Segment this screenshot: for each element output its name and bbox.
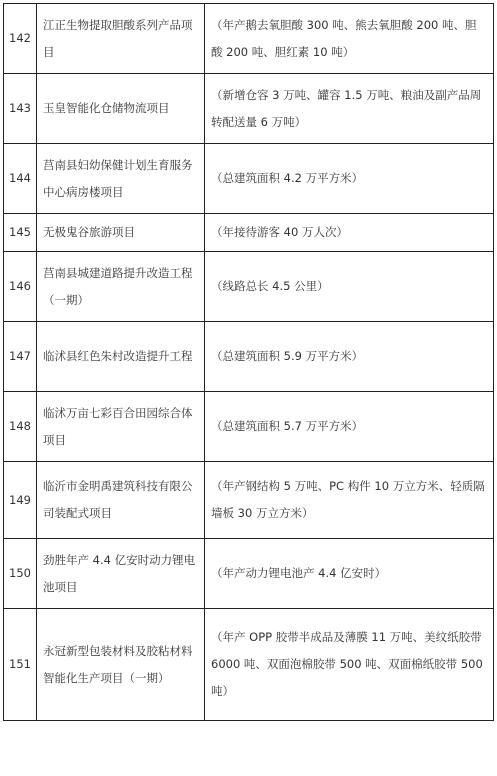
row-number: 146 <box>4 252 37 322</box>
project-name: 玉皇智能化仓储物流项目 <box>37 74 205 144</box>
project-name: 江正生物提取胆酸系列产品项目 <box>37 4 205 74</box>
row-number: 149 <box>4 462 37 539</box>
row-number: 144 <box>4 144 37 214</box>
project-name: 永冠新型包装材料及胶粘材料智能化生产项目（一期） <box>37 609 205 721</box>
table-row <box>4 609 494 721</box>
project-name: 莒南县妇幼保健计划生育服务中心病房楼项目 <box>37 144 205 214</box>
table-row <box>4 4 494 74</box>
row-number: 150 <box>4 539 37 609</box>
project-scale: （线路总长 4.5 公里） <box>205 252 494 322</box>
project-scale: （年产动力锂电池产 4.4 亿安时） <box>205 539 494 609</box>
project-scale: （年产 OPP 胶带半成品及薄膜 11 万吨、美纹纸胶带 6000 吨、双面泡棉胶带 500 吨、双面棉纸胶带 500 吨） <box>205 609 494 721</box>
project-scale: （总建筑面积 5.9 万平方米） <box>205 322 494 392</box>
project-scale: （年产鹅去氧胆酸 300 吨、熊去氧胆酸 200 吨、胆酸 200 吨、胆红素 10 吨） <box>205 4 494 74</box>
table-body <box>4 4 494 721</box>
project-scale: （总建筑面积 4.2 万平方米） <box>205 144 494 214</box>
project-name: 临沂市金明禹建筑科技有限公司装配式项目 <box>37 462 205 539</box>
table-row <box>4 144 494 214</box>
table-row <box>4 322 494 392</box>
project-name: 临沭万亩七彩百合田园综合体项目 <box>37 392 205 462</box>
table-row <box>4 74 494 144</box>
row-number: 145 <box>4 214 37 252</box>
table-row <box>4 252 494 322</box>
project-scale: （总建筑面积 5.7 万平方米） <box>205 392 494 462</box>
row-number: 143 <box>4 74 37 144</box>
table-row <box>4 392 494 462</box>
row-number: 147 <box>4 322 37 392</box>
table-row <box>4 539 494 609</box>
table-row <box>4 462 494 539</box>
project-scale: （年产钢结构 5 万吨、PC 构件 10 万立方米、轻质隔墙板 30 万立方米） <box>205 462 494 539</box>
project-scale: （年接待游客 40 万人次） <box>205 214 494 252</box>
table-row <box>4 214 494 252</box>
project-name: 莒南县城建道路提升改造工程（一期） <box>37 252 205 322</box>
project-scale: （新增仓容 3 万吨、罐容 1.5 万吨、粮油及副产品周转配送量 6 万吨） <box>205 74 494 144</box>
projects-table <box>3 3 494 721</box>
project-name: 临沭县红色朱村改造提升工程 <box>37 322 205 392</box>
project-name: 劲胜年产 4.4 亿安时动力锂电池项目 <box>37 539 205 609</box>
project-name: 无极鬼谷旅游项目 <box>37 214 205 252</box>
row-number: 142 <box>4 4 37 74</box>
row-number: 151 <box>4 609 37 721</box>
row-number: 148 <box>4 392 37 462</box>
